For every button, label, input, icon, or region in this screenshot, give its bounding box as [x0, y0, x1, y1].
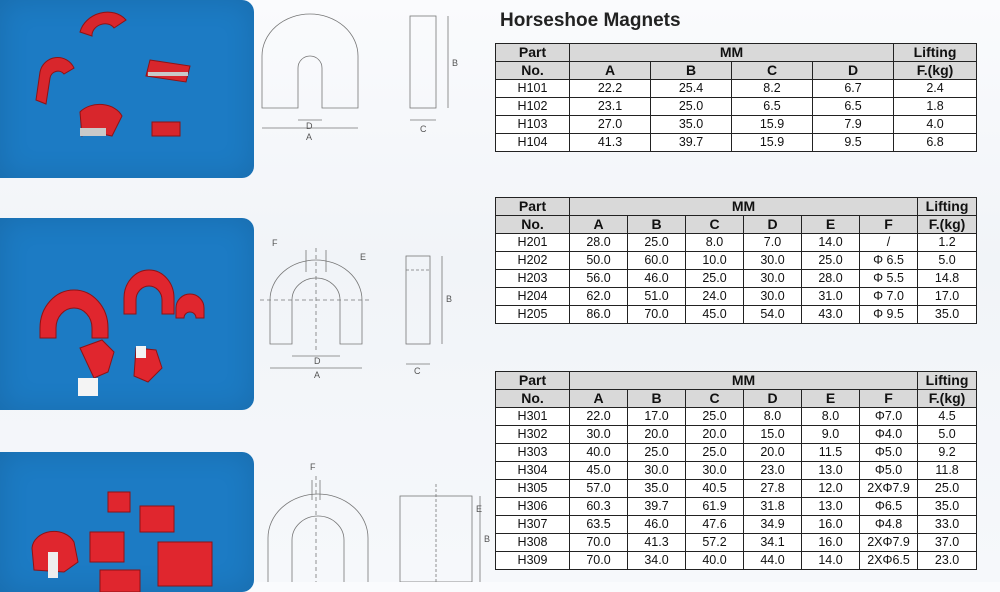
table-cell: 11.8	[918, 462, 977, 480]
table-cell: H305	[496, 480, 570, 498]
table-row	[496, 552, 977, 570]
table-row	[496, 426, 977, 444]
header-cell: F.(kg)	[918, 390, 977, 408]
table-cell: 14.0	[802, 234, 860, 252]
table-cell: 25.0	[686, 444, 744, 462]
header-cell: D	[744, 216, 802, 234]
table-cell: 7.9	[813, 116, 894, 134]
table-cell: 4.0	[894, 116, 977, 134]
header-cell: A	[570, 390, 628, 408]
table-cell: H301	[496, 408, 570, 426]
header-cell: F	[860, 390, 918, 408]
dim-label-d: D	[314, 356, 321, 366]
table-cell: Φ6.5	[860, 498, 918, 516]
header-cell: C	[686, 390, 744, 408]
dim-label-f: F	[272, 238, 278, 248]
table-cell: 39.7	[651, 134, 732, 152]
header-cell: MM	[570, 198, 918, 216]
dim-label-b: B	[446, 294, 453, 304]
table-cell: 6.5	[732, 98, 813, 116]
table-row	[496, 252, 977, 270]
table-cell: 17.0	[628, 408, 686, 426]
table-header-row	[496, 390, 977, 408]
table-cell: 23.1	[570, 98, 651, 116]
table-cell: 1.8	[894, 98, 977, 116]
table-cell: 2XΦ7.9	[860, 480, 918, 498]
dim-label-b: B	[452, 58, 459, 68]
table-header-row	[496, 44, 977, 62]
table-cell: 14.8	[918, 270, 977, 288]
table-cell: 25.0	[686, 270, 744, 288]
table-cell: 30.0	[570, 426, 628, 444]
table-cell: 43.0	[802, 306, 860, 324]
magnet-photo-h300	[0, 452, 254, 592]
table-cell: 15.0	[744, 426, 802, 444]
header-cell: F	[860, 216, 918, 234]
table-cell: H308	[496, 534, 570, 552]
technical-drawing-h200	[260, 232, 480, 382]
table-cell: 31.8	[744, 498, 802, 516]
table-cell: Φ4.8	[860, 516, 918, 534]
table-cell: 9.0	[802, 426, 860, 444]
header-cell: B	[628, 390, 686, 408]
table-cell: 70.0	[570, 552, 628, 570]
table-cell: 39.7	[628, 498, 686, 516]
table-cell: 25.0	[651, 98, 732, 116]
header-cell: MM	[570, 44, 894, 62]
table-cell: 61.9	[686, 498, 744, 516]
dim-label-c: C	[414, 366, 421, 376]
table-cell: 2XΦ6.5	[860, 552, 918, 570]
header-cell: A	[570, 216, 628, 234]
table-cell: 15.9	[732, 116, 813, 134]
header-cell: D	[813, 62, 894, 80]
table-cell: 17.0	[918, 288, 977, 306]
table-cell: 6.8	[894, 134, 977, 152]
table-cell: H302	[496, 426, 570, 444]
table-cell: 63.5	[570, 516, 628, 534]
table-cell: Φ 9.5	[860, 306, 918, 324]
table-header-row	[496, 198, 977, 216]
table-cell: 33.0	[918, 516, 977, 534]
table-cell: 47.6	[686, 516, 744, 534]
table-cell: 35.0	[651, 116, 732, 134]
table-cell: 25.0	[686, 408, 744, 426]
table-cell: 60.0	[628, 252, 686, 270]
table-cell: 35.0	[918, 306, 977, 324]
table-cell: 9.2	[918, 444, 977, 462]
table-cell: 5.0	[918, 252, 977, 270]
header-cell: D	[744, 390, 802, 408]
table-cell: 12.0	[802, 480, 860, 498]
table-row	[496, 516, 977, 534]
table-cell: H304	[496, 462, 570, 480]
table-row	[496, 480, 977, 498]
table-cell: 44.0	[744, 552, 802, 570]
table-cell: 45.0	[686, 306, 744, 324]
table-cell: 51.0	[628, 288, 686, 306]
table-row	[496, 408, 977, 426]
table-cell: 28.0	[570, 234, 628, 252]
table-cell: 57.2	[686, 534, 744, 552]
table-cell: Φ 6.5	[860, 252, 918, 270]
photo-panel-h100	[0, 0, 254, 178]
dim-label-a: A	[314, 370, 321, 380]
header-cell: No.	[496, 390, 570, 408]
table-cell: 22.2	[570, 80, 651, 98]
table-cell: 30.0	[686, 462, 744, 480]
table-cell: 1.2	[918, 234, 977, 252]
table-row	[496, 462, 977, 480]
table-cell: H103	[496, 116, 570, 134]
technical-drawing-h300	[258, 456, 498, 582]
table-cell: 41.3	[628, 534, 686, 552]
table-cell: 22.0	[570, 408, 628, 426]
spec-table-h100	[495, 43, 977, 152]
table-cell: H203	[496, 270, 570, 288]
table-cell: 40.0	[570, 444, 628, 462]
table-cell: 10.0	[686, 252, 744, 270]
table-cell: 27.0	[570, 116, 651, 134]
table-header-row	[496, 216, 977, 234]
header-cell: C	[732, 62, 813, 80]
table-cell: 30.0	[744, 270, 802, 288]
table-row	[496, 234, 977, 252]
table-row	[496, 534, 977, 552]
table-cell: 23.0	[918, 552, 977, 570]
table-cell: H201	[496, 234, 570, 252]
dim-label-d: D	[306, 121, 313, 131]
photo-panel-h200	[0, 218, 254, 410]
table-cell: 41.3	[570, 134, 651, 152]
table-cell: H104	[496, 134, 570, 152]
table-cell: 16.0	[802, 516, 860, 534]
table-cell: 20.0	[744, 444, 802, 462]
table-cell: H204	[496, 288, 570, 306]
table-header-row	[496, 372, 977, 390]
header-cell: Lifting	[918, 198, 977, 216]
header-cell: B	[651, 62, 732, 80]
table-cell: 24.0	[686, 288, 744, 306]
dim-label-b: B	[484, 534, 491, 544]
table-cell: /	[860, 234, 918, 252]
table-cell: 30.0	[744, 288, 802, 306]
magnet-photo-h100	[0, 0, 254, 178]
table-cell: 13.0	[802, 462, 860, 480]
spec-table-h300	[495, 371, 977, 570]
table-cell: 30.0	[628, 462, 686, 480]
table-cell: 2.4	[894, 80, 977, 98]
dim-label-a: A	[306, 132, 313, 142]
table-cell: 57.0	[570, 480, 628, 498]
table-row	[496, 444, 977, 462]
photo-panel-h300	[0, 452, 254, 592]
table-row	[496, 134, 977, 152]
page-title: Horseshoe Magnets	[500, 10, 681, 31]
table-cell: 6.5	[813, 98, 894, 116]
table-cell: Φ5.0	[860, 462, 918, 480]
spec-table-h200	[495, 197, 977, 324]
table-row	[496, 98, 977, 116]
header-cell: Part	[496, 198, 570, 216]
header-cell: Part	[496, 44, 570, 62]
table-cell: 28.0	[802, 270, 860, 288]
header-cell: Part	[496, 372, 570, 390]
table-row	[496, 270, 977, 288]
table-cell: Φ4.0	[860, 426, 918, 444]
table-cell: 40.0	[686, 552, 744, 570]
table-cell: 9.5	[813, 134, 894, 152]
table-cell: 25.4	[651, 80, 732, 98]
table-cell: 25.0	[918, 480, 977, 498]
table-cell: 35.0	[918, 498, 977, 516]
table-cell: H101	[496, 80, 570, 98]
table-cell: H306	[496, 498, 570, 516]
table-cell: 50.0	[570, 252, 628, 270]
table-cell: H309	[496, 552, 570, 570]
table-cell: 23.0	[744, 462, 802, 480]
table-cell: 20.0	[628, 426, 686, 444]
table-cell: 70.0	[628, 306, 686, 324]
table-cell: 5.0	[918, 426, 977, 444]
table-header-row	[496, 62, 977, 80]
table-cell: 86.0	[570, 306, 628, 324]
header-cell: F.(kg)	[918, 216, 977, 234]
table-cell: 8.0	[802, 408, 860, 426]
table-cell: 46.0	[628, 270, 686, 288]
header-cell: No.	[496, 216, 570, 234]
table-cell: 35.0	[628, 480, 686, 498]
table-cell: 30.0	[744, 252, 802, 270]
table-cell: 8.0	[744, 408, 802, 426]
table-cell: H102	[496, 98, 570, 116]
table-cell: H307	[496, 516, 570, 534]
header-cell: No.	[496, 62, 570, 80]
table-row	[496, 288, 977, 306]
table-cell: 27.8	[744, 480, 802, 498]
table-cell: 34.1	[744, 534, 802, 552]
magnet-photo-h200	[0, 218, 254, 410]
technical-drawing-h100	[250, 8, 470, 148]
table-cell: 8.0	[686, 234, 744, 252]
table-cell: 15.9	[732, 134, 813, 152]
table-cell: 14.0	[802, 552, 860, 570]
table-cell: 34.0	[628, 552, 686, 570]
table-cell: 45.0	[570, 462, 628, 480]
table-cell: 6.7	[813, 80, 894, 98]
table-cell: 4.5	[918, 408, 977, 426]
table-cell: 8.2	[732, 80, 813, 98]
table-cell: 25.0	[628, 234, 686, 252]
header-cell: E	[802, 216, 860, 234]
table-cell: 40.5	[686, 480, 744, 498]
table-cell: 62.0	[570, 288, 628, 306]
header-cell: MM	[570, 372, 918, 390]
table-cell: Φ7.0	[860, 408, 918, 426]
table-cell: 13.0	[802, 498, 860, 516]
table-cell: 37.0	[918, 534, 977, 552]
table-cell: 31.0	[802, 288, 860, 306]
table-cell: Φ5.0	[860, 444, 918, 462]
header-cell: F.(kg)	[894, 62, 977, 80]
table-cell: 70.0	[570, 534, 628, 552]
table-cell: Φ 5.5	[860, 270, 918, 288]
table-row	[496, 498, 977, 516]
table-cell: 20.0	[686, 426, 744, 444]
table-row	[496, 116, 977, 134]
dim-label-c: C	[420, 124, 427, 134]
header-cell: C	[686, 216, 744, 234]
table-cell: H303	[496, 444, 570, 462]
table-cell: H202	[496, 252, 570, 270]
table-cell: 60.3	[570, 498, 628, 516]
table-cell: 16.0	[802, 534, 860, 552]
table-row	[496, 80, 977, 98]
table-cell: Φ 7.0	[860, 288, 918, 306]
table-cell: H205	[496, 306, 570, 324]
dim-label-e: E	[360, 252, 367, 262]
table-cell: 7.0	[744, 234, 802, 252]
table-cell: 34.9	[744, 516, 802, 534]
table-cell: 56.0	[570, 270, 628, 288]
header-cell: Lifting	[918, 372, 977, 390]
table-cell: 11.5	[802, 444, 860, 462]
table-row	[496, 306, 977, 324]
table-cell: 25.0	[628, 444, 686, 462]
header-cell: B	[628, 216, 686, 234]
dim-label-e: E	[476, 504, 483, 514]
table-cell: 2XΦ7.9	[860, 534, 918, 552]
header-cell: A	[570, 62, 651, 80]
header-cell: E	[802, 390, 860, 408]
header-cell: Lifting	[894, 44, 977, 62]
dim-label-f: F	[310, 462, 316, 472]
table-cell: 46.0	[628, 516, 686, 534]
table-cell: 54.0	[744, 306, 802, 324]
table-cell: 25.0	[802, 252, 860, 270]
